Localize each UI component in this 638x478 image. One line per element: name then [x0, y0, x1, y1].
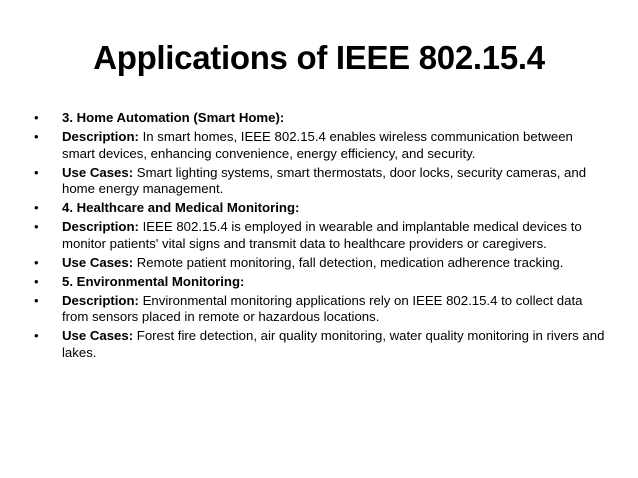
bullet-label: 4. Healthcare and Medical Monitoring: — [62, 200, 300, 215]
bullet-marker: • — [34, 164, 39, 180]
bullet-marker: • — [34, 273, 39, 289]
bullet-marker: • — [34, 254, 39, 270]
bullet-label: Description: — [62, 219, 139, 234]
bullet-marker: • — [34, 219, 39, 234]
bullet-item-environmental-heading — [34, 274, 608, 291]
bullet-label: Description: — [62, 292, 139, 308]
bullet-item-healthcare-use-cases — [34, 255, 608, 272]
bullet-marker: • — [34, 200, 39, 215]
bullet-item-home-automation-description — [34, 129, 608, 162]
bullet-marker: • — [34, 110, 39, 125]
bullet-marker: • — [34, 129, 39, 144]
bullet-item-healthcare-heading — [34, 200, 608, 217]
bullet-text: Forest fire detection, air quality monitoring, water quality monitoring in rivers and lakes. — [62, 328, 605, 360]
bullet-list — [34, 110, 608, 364]
bullet-label: Use Cases: — [62, 254, 134, 270]
bullet-item-environmental-use-cases — [34, 328, 608, 361]
bullet-label: Description: — [62, 129, 139, 144]
bullet-text: Smart lighting systems, smart thermostats, door locks, security cameras, and home energy management. — [62, 164, 587, 196]
bullet-text: In smart homes, IEEE 802.15.4 enables wireless communication between smart devices, enhancing convenience, energy efficiency, and security. — [62, 129, 573, 161]
bullet-text: Environmental monitoring applications rely on IEEE 802.15.4 to collect data from sensors placed in remote or hazardous locations. — [62, 292, 583, 324]
bullet-label: Use Cases: — [62, 164, 134, 180]
bullet-label: 3. Home Automation (Smart Home): — [62, 110, 285, 125]
bullet-marker: • — [34, 328, 39, 343]
bullet-item-home-automation-heading — [34, 110, 608, 127]
bullet-text: IEEE 802.15.4 is employed in wearable and implantable medical devices to monitor patients' vital signs and transmit data to healthcare providers or caregivers. — [62, 219, 582, 251]
bullet-item-home-automation-use-cases — [34, 165, 608, 198]
bullet-label: 5. Environmental Monitoring: — [62, 273, 245, 289]
bullet-text: Remote patient monitoring, fall detection, medication adherence tracking. — [133, 254, 564, 270]
slide-title: Applications of IEEE 802.15.4 — [93, 39, 545, 76]
bullet-marker: • — [34, 292, 39, 308]
bullet-item-environmental-description — [34, 293, 608, 326]
bullet-item-healthcare-description — [34, 219, 608, 252]
bullet-label: Use Cases: — [62, 328, 134, 343]
